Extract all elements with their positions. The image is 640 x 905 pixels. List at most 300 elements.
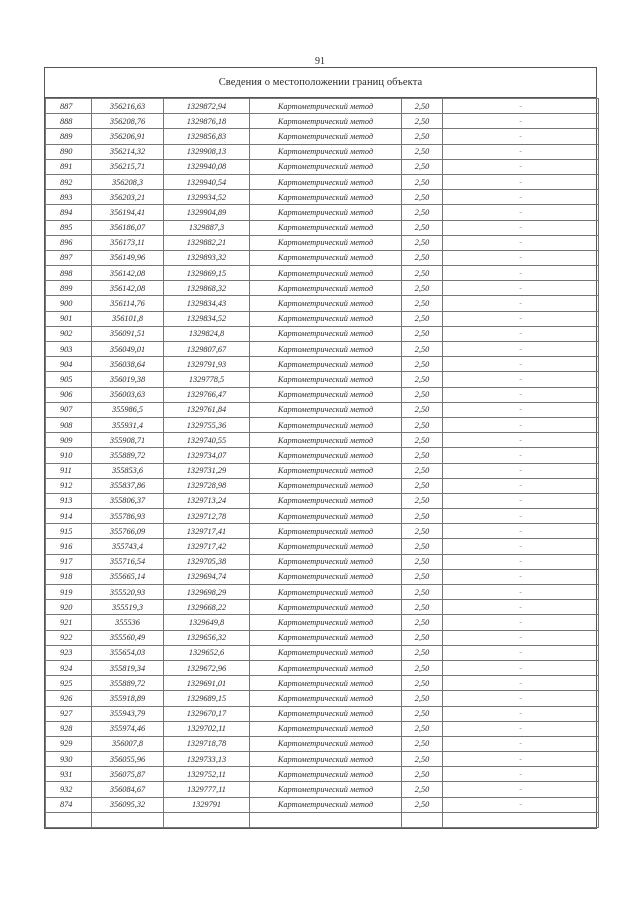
- point-number-cell: 905: [46, 372, 92, 387]
- x-coordinate-cell: 355889,72: [92, 448, 164, 463]
- x-coordinate-cell: 355974,46: [92, 721, 164, 736]
- y-coordinate-cell: 1329934,52: [164, 190, 250, 205]
- method-cell: Картометрический метод: [250, 433, 402, 448]
- y-coordinate-cell: 1329791: [164, 797, 250, 812]
- y-coordinate-cell: 1329761,84: [164, 402, 250, 417]
- y-coordinate-cell: 1329882,21: [164, 235, 250, 250]
- x-coordinate-cell: 356208,3: [92, 174, 164, 189]
- accuracy-cell: 2,50: [402, 767, 443, 782]
- x-coordinate-cell: 355986,5: [92, 402, 164, 417]
- point-number-cell: 912: [46, 478, 92, 493]
- method-cell: Картометрический метод: [250, 767, 402, 782]
- accuracy-cell: 2,50: [402, 660, 443, 675]
- x-coordinate-cell: 356142,08: [92, 266, 164, 281]
- accuracy-cell: 2,50: [402, 782, 443, 797]
- table-row: [46, 433, 599, 448]
- table-row: [46, 387, 599, 402]
- method-cell: Картометрический метод: [250, 524, 402, 539]
- table-row: [46, 736, 599, 751]
- method-cell: Картометрический метод: [250, 220, 402, 235]
- accuracy-cell: 2,50: [402, 387, 443, 402]
- y-coordinate-cell: 1329717,42: [164, 539, 250, 554]
- point-number-cell: 898: [46, 266, 92, 281]
- y-coordinate-cell: 1329908,13: [164, 144, 250, 159]
- table-row: [46, 600, 599, 615]
- note-cell: -: [443, 615, 599, 630]
- note-cell: -: [443, 433, 599, 448]
- y-coordinate-cell: 1329702,11: [164, 721, 250, 736]
- point-number-cell: 907: [46, 402, 92, 417]
- point-number-cell: 889: [46, 129, 92, 144]
- y-coordinate-cell: 1329834,43: [164, 296, 250, 311]
- table-row: [46, 250, 599, 265]
- accuracy-cell: 2,50: [402, 797, 443, 812]
- point-number-cell: 931: [46, 767, 92, 782]
- x-coordinate-cell: 355853,6: [92, 463, 164, 478]
- point-number-cell: 909: [46, 433, 92, 448]
- point-number-cell: 890: [46, 144, 92, 159]
- accuracy-cell: 2,50: [402, 190, 443, 205]
- y-coordinate-cell: 1329712,78: [164, 509, 250, 524]
- table-row: [46, 554, 599, 569]
- table-row: [46, 478, 599, 493]
- note-cell: -: [443, 782, 599, 797]
- accuracy-cell: 2,50: [402, 402, 443, 417]
- method-cell: Картометрический метод: [250, 311, 402, 326]
- table-row: [46, 615, 599, 630]
- table-row: [46, 676, 599, 691]
- x-coordinate-cell: 355806,37: [92, 493, 164, 508]
- note-cell: -: [443, 174, 599, 189]
- y-coordinate-cell: 1329694,74: [164, 569, 250, 584]
- point-number-cell: 894: [46, 205, 92, 220]
- point-number-cell: 904: [46, 357, 92, 372]
- point-number-cell: 924: [46, 660, 92, 675]
- y-coordinate-cell: [164, 812, 250, 827]
- accuracy-cell: 2,50: [402, 357, 443, 372]
- accuracy-cell: 2,50: [402, 569, 443, 584]
- accuracy-cell: 2,50: [402, 600, 443, 615]
- table-row: [46, 493, 599, 508]
- note-cell: -: [443, 311, 599, 326]
- method-cell: Картометрический метод: [250, 539, 402, 554]
- x-coordinate-cell: 355918,89: [92, 691, 164, 706]
- note-cell: -: [443, 752, 599, 767]
- x-coordinate-cell: 356173,11: [92, 235, 164, 250]
- method-cell: Картометрический метод: [250, 615, 402, 630]
- point-number-cell: 921: [46, 615, 92, 630]
- y-coordinate-cell: 1329807,67: [164, 342, 250, 357]
- method-cell: Картометрический метод: [250, 417, 402, 432]
- table-row: [46, 691, 599, 706]
- method-cell: Картометрический метод: [250, 752, 402, 767]
- note-cell: -: [443, 402, 599, 417]
- y-coordinate-cell: 1329872,94: [164, 99, 250, 114]
- note-cell: -: [443, 99, 599, 114]
- method-cell: Картометрический метод: [250, 281, 402, 296]
- y-coordinate-cell: 1329731,29: [164, 463, 250, 478]
- point-number-cell: 903: [46, 342, 92, 357]
- table-row: [46, 509, 599, 524]
- y-coordinate-cell: 1329718,78: [164, 736, 250, 751]
- x-coordinate-cell: 356203,21: [92, 190, 164, 205]
- x-coordinate-cell: 356095,32: [92, 797, 164, 812]
- method-cell: Картометрический метод: [250, 660, 402, 675]
- accuracy-cell: 2,50: [402, 372, 443, 387]
- note-cell: -: [443, 600, 599, 615]
- accuracy-cell: 2,50: [402, 554, 443, 569]
- accuracy-cell: 2,50: [402, 539, 443, 554]
- point-number-cell: 911: [46, 463, 92, 478]
- point-number-cell: 897: [46, 250, 92, 265]
- x-coordinate-cell: 356114,76: [92, 296, 164, 311]
- point-number-cell: 915: [46, 524, 92, 539]
- point-number-cell: 919: [46, 585, 92, 600]
- table-row: [46, 174, 599, 189]
- method-cell: Картометрический метод: [250, 676, 402, 691]
- x-coordinate-cell: 356075,87: [92, 767, 164, 782]
- y-coordinate-cell: 1329876,18: [164, 114, 250, 129]
- method-cell: Картометрический метод: [250, 463, 402, 478]
- point-number-cell: 874: [46, 797, 92, 812]
- note-cell: -: [443, 296, 599, 311]
- point-number-cell: 893: [46, 190, 92, 205]
- method-cell: Картометрический метод: [250, 691, 402, 706]
- point-number-cell: 908: [46, 417, 92, 432]
- method-cell: Картометрический метод: [250, 129, 402, 144]
- note-cell: -: [443, 235, 599, 250]
- y-coordinate-cell: 1329893,32: [164, 250, 250, 265]
- method-cell: Картометрический метод: [250, 250, 402, 265]
- point-number-cell: 918: [46, 569, 92, 584]
- table-row: [46, 402, 599, 417]
- point-number-cell: 914: [46, 509, 92, 524]
- point-number-cell: 927: [46, 706, 92, 721]
- method-cell: Картометрический метод: [250, 235, 402, 250]
- accuracy-cell: 2,50: [402, 129, 443, 144]
- method-cell: Картометрический метод: [250, 402, 402, 417]
- table-row: [46, 569, 599, 584]
- table-row: [46, 524, 599, 539]
- note-cell: -: [443, 569, 599, 584]
- x-coordinate-cell: 356007,8: [92, 736, 164, 751]
- x-coordinate-cell: 355819,34: [92, 660, 164, 675]
- table-row: [46, 144, 599, 159]
- y-coordinate-cell: 1329728,98: [164, 478, 250, 493]
- table-row: [46, 782, 599, 797]
- y-coordinate-cell: 1329652,6: [164, 645, 250, 660]
- x-coordinate-cell: 355520,93: [92, 585, 164, 600]
- note-cell: -: [443, 645, 599, 660]
- point-number-cell: 916: [46, 539, 92, 554]
- coordinates-table: [45, 98, 599, 828]
- accuracy-cell: 2,50: [402, 174, 443, 189]
- x-coordinate-cell: 355889,72: [92, 676, 164, 691]
- accuracy-cell: 2,50: [402, 296, 443, 311]
- y-coordinate-cell: 1329668,22: [164, 600, 250, 615]
- note-cell: -: [443, 767, 599, 782]
- table-row: [46, 448, 599, 463]
- method-cell: Картометрический метод: [250, 372, 402, 387]
- accuracy-cell: 2,50: [402, 630, 443, 645]
- table-row: [46, 235, 599, 250]
- x-coordinate-cell: 355665,14: [92, 569, 164, 584]
- note-cell: -: [443, 144, 599, 159]
- x-coordinate-cell: 355654,03: [92, 645, 164, 660]
- accuracy-cell: 2,50: [402, 448, 443, 463]
- y-coordinate-cell: 1329940,54: [164, 174, 250, 189]
- accuracy-cell: 2,50: [402, 463, 443, 478]
- note-cell: -: [443, 342, 599, 357]
- note-cell: -: [443, 129, 599, 144]
- y-coordinate-cell: 1329824,8: [164, 326, 250, 341]
- point-number-cell: 902: [46, 326, 92, 341]
- method-cell: Картометрический метод: [250, 554, 402, 569]
- accuracy-cell: 2,50: [402, 235, 443, 250]
- note-cell: -: [443, 706, 599, 721]
- x-coordinate-cell: 356208,76: [92, 114, 164, 129]
- accuracy-cell: 2,50: [402, 721, 443, 736]
- accuracy-cell: 2,50: [402, 114, 443, 129]
- point-number-cell: 929: [46, 736, 92, 751]
- accuracy-cell: 2,50: [402, 752, 443, 767]
- page-number: 91: [315, 56, 325, 67]
- method-cell: Картометрический метод: [250, 190, 402, 205]
- note-cell: -: [443, 660, 599, 675]
- y-coordinate-cell: 1329713,24: [164, 493, 250, 508]
- accuracy-cell: 2,50: [402, 266, 443, 281]
- note-cell: -: [443, 797, 599, 812]
- method-cell: Картометрический метод: [250, 114, 402, 129]
- note-cell: -: [443, 585, 599, 600]
- x-coordinate-cell: 355743,4: [92, 539, 164, 554]
- method-cell: Картометрический метод: [250, 99, 402, 114]
- method-cell: Картометрический метод: [250, 797, 402, 812]
- y-coordinate-cell: 1329777,11: [164, 782, 250, 797]
- note-cell: -: [443, 509, 599, 524]
- note-cell: -: [443, 721, 599, 736]
- table-row: [46, 190, 599, 205]
- x-coordinate-cell: [92, 812, 164, 827]
- x-coordinate-cell: 356003,63: [92, 387, 164, 402]
- point-number-cell: 917: [46, 554, 92, 569]
- method-cell: [250, 812, 402, 827]
- accuracy-cell: 2,50: [402, 220, 443, 235]
- y-coordinate-cell: 1329834,52: [164, 311, 250, 326]
- point-number-cell: 901: [46, 311, 92, 326]
- x-coordinate-cell: 356149,96: [92, 250, 164, 265]
- y-coordinate-cell: 1329691,01: [164, 676, 250, 691]
- y-coordinate-cell: 1329778,5: [164, 372, 250, 387]
- y-coordinate-cell: 1329755,36: [164, 417, 250, 432]
- accuracy-cell: 2,50: [402, 433, 443, 448]
- method-cell: Картометрический метод: [250, 159, 402, 174]
- table-row: [46, 660, 599, 675]
- x-coordinate-cell: 356142,08: [92, 281, 164, 296]
- note-cell: -: [443, 448, 599, 463]
- x-coordinate-cell: 356194,41: [92, 205, 164, 220]
- point-number-cell: 913: [46, 493, 92, 508]
- note-cell: -: [443, 463, 599, 478]
- table-row: [46, 630, 599, 645]
- note-cell: [443, 812, 599, 827]
- x-coordinate-cell: 356206,91: [92, 129, 164, 144]
- accuracy-cell: 2,50: [402, 205, 443, 220]
- table-row: [46, 220, 599, 235]
- method-cell: Картометрический метод: [250, 387, 402, 402]
- table-row: [46, 266, 599, 281]
- table-row: [46, 767, 599, 782]
- accuracy-cell: 2,50: [402, 99, 443, 114]
- point-number-cell: 922: [46, 630, 92, 645]
- x-coordinate-cell: 356101,8: [92, 311, 164, 326]
- note-cell: -: [443, 326, 599, 341]
- accuracy-cell: 2,50: [402, 250, 443, 265]
- table-row: [46, 645, 599, 660]
- y-coordinate-cell: 1329698,29: [164, 585, 250, 600]
- accuracy-cell: [402, 812, 443, 827]
- method-cell: Картометрический метод: [250, 736, 402, 751]
- note-cell: -: [443, 357, 599, 372]
- y-coordinate-cell: 1329670,17: [164, 706, 250, 721]
- method-cell: Картометрический метод: [250, 266, 402, 281]
- y-coordinate-cell: 1329733,13: [164, 752, 250, 767]
- table-row: [46, 311, 599, 326]
- y-coordinate-cell: 1329656,32: [164, 630, 250, 645]
- method-cell: Картометрический метод: [250, 721, 402, 736]
- accuracy-cell: 2,50: [402, 342, 443, 357]
- method-cell: Картометрический метод: [250, 357, 402, 372]
- accuracy-cell: 2,50: [402, 676, 443, 691]
- y-coordinate-cell: 1329717,41: [164, 524, 250, 539]
- y-coordinate-cell: 1329869,15: [164, 266, 250, 281]
- table-row: [46, 797, 599, 812]
- x-coordinate-cell: 356214,32: [92, 144, 164, 159]
- method-cell: Картометрический метод: [250, 569, 402, 584]
- method-cell: Картометрический метод: [250, 478, 402, 493]
- note-cell: -: [443, 250, 599, 265]
- note-cell: -: [443, 417, 599, 432]
- note-cell: -: [443, 114, 599, 129]
- note-cell: -: [443, 205, 599, 220]
- point-number-cell: 900: [46, 296, 92, 311]
- table-title: Сведения о местоположении границ объекта: [45, 68, 596, 98]
- x-coordinate-cell: 356091,51: [92, 326, 164, 341]
- table-row: [46, 463, 599, 478]
- point-number-cell: 923: [46, 645, 92, 660]
- table-row: [46, 342, 599, 357]
- note-cell: -: [443, 190, 599, 205]
- y-coordinate-cell: 1329887,3: [164, 220, 250, 235]
- note-cell: -: [443, 630, 599, 645]
- y-coordinate-cell: 1329649,8: [164, 615, 250, 630]
- note-cell: -: [443, 220, 599, 235]
- y-coordinate-cell: 1329791,93: [164, 357, 250, 372]
- x-coordinate-cell: 356038,64: [92, 357, 164, 372]
- point-number-cell: 932: [46, 782, 92, 797]
- table-row: [46, 372, 599, 387]
- method-cell: Картометрический метод: [250, 630, 402, 645]
- y-coordinate-cell: 1329705,38: [164, 554, 250, 569]
- accuracy-cell: 2,50: [402, 706, 443, 721]
- accuracy-cell: 2,50: [402, 144, 443, 159]
- accuracy-cell: 2,50: [402, 281, 443, 296]
- y-coordinate-cell: 1329868,32: [164, 281, 250, 296]
- note-cell: -: [443, 493, 599, 508]
- y-coordinate-cell: 1329689,15: [164, 691, 250, 706]
- note-cell: -: [443, 554, 599, 569]
- table-row: [46, 417, 599, 432]
- table-row: [46, 706, 599, 721]
- table-row: [46, 296, 599, 311]
- accuracy-cell: 2,50: [402, 509, 443, 524]
- x-coordinate-cell: 356049,01: [92, 342, 164, 357]
- boundary-info-table-frame: [44, 67, 597, 829]
- point-number-cell: 895: [46, 220, 92, 235]
- x-coordinate-cell: 355560,49: [92, 630, 164, 645]
- x-coordinate-cell: 355786,93: [92, 509, 164, 524]
- accuracy-cell: 2,50: [402, 159, 443, 174]
- y-coordinate-cell: 1329734,07: [164, 448, 250, 463]
- method-cell: Картометрический метод: [250, 174, 402, 189]
- y-coordinate-cell: 1329940,08: [164, 159, 250, 174]
- note-cell: -: [443, 266, 599, 281]
- point-number-cell: 899: [46, 281, 92, 296]
- table-row: [46, 159, 599, 174]
- point-number-cell: 926: [46, 691, 92, 706]
- note-cell: -: [443, 691, 599, 706]
- method-cell: Картометрический метод: [250, 326, 402, 341]
- note-cell: -: [443, 159, 599, 174]
- point-number-cell: 910: [46, 448, 92, 463]
- x-coordinate-cell: 355519,3: [92, 600, 164, 615]
- method-cell: Картометрический метод: [250, 782, 402, 797]
- accuracy-cell: 2,50: [402, 417, 443, 432]
- x-coordinate-cell: 355716,54: [92, 554, 164, 569]
- accuracy-cell: 2,50: [402, 524, 443, 539]
- accuracy-cell: 2,50: [402, 478, 443, 493]
- point-number-cell: 891: [46, 159, 92, 174]
- table-row: [46, 129, 599, 144]
- table-row: [46, 326, 599, 341]
- table-row: [46, 281, 599, 296]
- table-row: [46, 585, 599, 600]
- point-number-cell: 887: [46, 99, 92, 114]
- y-coordinate-cell: 1329904,89: [164, 205, 250, 220]
- note-cell: -: [443, 478, 599, 493]
- note-cell: -: [443, 372, 599, 387]
- point-number-cell: [46, 812, 92, 827]
- method-cell: Картометрический метод: [250, 585, 402, 600]
- method-cell: Картометрический метод: [250, 706, 402, 721]
- table-row: [46, 357, 599, 372]
- method-cell: Картометрический метод: [250, 205, 402, 220]
- method-cell: Картометрический метод: [250, 296, 402, 311]
- point-number-cell: 928: [46, 721, 92, 736]
- point-number-cell: 892: [46, 174, 92, 189]
- method-cell: Картометрический метод: [250, 600, 402, 615]
- x-coordinate-cell: 356216,63: [92, 99, 164, 114]
- accuracy-cell: 2,50: [402, 645, 443, 660]
- method-cell: Картометрический метод: [250, 144, 402, 159]
- x-coordinate-cell: 356215,71: [92, 159, 164, 174]
- x-coordinate-cell: 356186,07: [92, 220, 164, 235]
- x-coordinate-cell: 356019,38: [92, 372, 164, 387]
- note-cell: -: [443, 539, 599, 554]
- note-cell: -: [443, 524, 599, 539]
- accuracy-cell: 2,50: [402, 311, 443, 326]
- accuracy-cell: 2,50: [402, 493, 443, 508]
